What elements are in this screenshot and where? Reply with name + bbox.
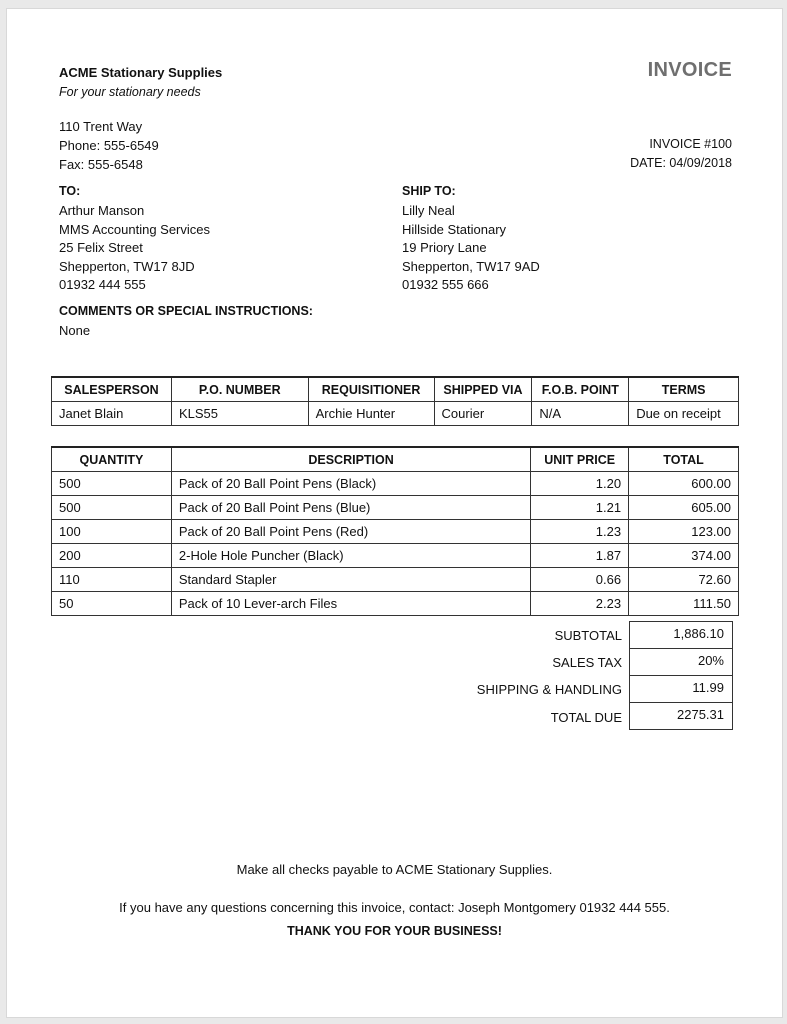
total-due-label: TOTAL DUE (550, 710, 622, 725)
item-total: 374.00 (629, 544, 739, 568)
salesperson-value: Janet Blain (52, 402, 172, 426)
to-line: Arthur Manson (59, 203, 145, 218)
item-description: Standard Stapler (171, 568, 530, 592)
item-unit-price: 1.20 (531, 472, 629, 496)
sales-tax-value: 20% (629, 648, 733, 676)
terms-value: Due on receipt (629, 402, 739, 426)
item-description: Pack of 20 Ball Point Pens (Black) (171, 472, 530, 496)
shipped-via-value: Courier (434, 402, 532, 426)
invoice-page (6, 8, 783, 1018)
footer-thanks: THANK YOU FOR YOUR BUSINESS! (287, 924, 502, 938)
header-terms: TERMS (629, 377, 739, 402)
item-unit-price: 1.87 (531, 544, 629, 568)
item-quantity: 100 (52, 520, 172, 544)
requisitioner-value: Archie Hunter (308, 402, 434, 426)
item-total: 111.50 (629, 592, 739, 616)
item-quantity: 50 (52, 592, 172, 616)
sales-tax-label: SALES TAX (552, 655, 622, 670)
ship-to-line: Shepperton, TW17 9AD (402, 259, 540, 274)
shipping-value: 11.99 (629, 675, 733, 703)
item-description: Pack of 20 Ball Point Pens (Red) (171, 520, 530, 544)
ship-to-line: Lilly Neal (402, 203, 455, 218)
item-quantity: 500 (52, 496, 172, 520)
header-requisitioner: REQUISITIONER (308, 377, 434, 402)
header-po-number: P.O. NUMBER (171, 377, 308, 402)
to-line: 01932 444 555 (59, 277, 146, 292)
shipping-label: SHIPPING & HANDLING (476, 682, 622, 697)
header-salesperson: SALESPERSON (52, 377, 172, 402)
item-description: Pack of 20 Ball Point Pens (Blue) (171, 496, 530, 520)
header-quantity: QUANTITY (52, 447, 172, 472)
ship-to-label: SHIP TO: (402, 184, 456, 198)
total-due-value: 2275.31 (629, 702, 733, 730)
footer-contact: If you have any questions concerning this invoice, contact: Joseph Montgomery 01932 444 555. (119, 900, 670, 915)
company-fax: Fax: 555-6548 (59, 157, 143, 172)
fob-point-value: N/A (532, 402, 629, 426)
company-address: 110 Trent Way (59, 119, 143, 134)
company-phone: Phone: 555-6549 (59, 138, 159, 153)
ship-to-line: 01932 555 666 (402, 277, 489, 292)
ship-to-line: 19 Priory Lane (402, 240, 487, 255)
comments-value: None (59, 323, 91, 338)
ship-to-line: Hillside Stationary (402, 222, 507, 237)
to-line: MMS Accounting Services (59, 222, 211, 237)
company-tagline: For your stationary needs (59, 85, 201, 99)
table-row (52, 592, 739, 616)
comments-label: COMMENTS OR SPECIAL INSTRUCTIONS: (59, 304, 313, 318)
invoice-title: INVOICE (647, 59, 732, 81)
subtotal-label: SUBTOTAL (554, 628, 622, 643)
header-shipped-via: SHIPPED VIA (434, 377, 532, 402)
item-total: 605.00 (629, 496, 739, 520)
line-items-header-row (52, 447, 739, 472)
table-row (52, 520, 739, 544)
item-quantity: 110 (52, 568, 172, 592)
order-info-value-row (52, 402, 739, 426)
order-info-header-row (52, 377, 739, 402)
to-line: Shepperton, TW17 8JD (59, 259, 195, 274)
table-row (52, 544, 739, 568)
company-name: ACME Stationary Supplies (59, 65, 223, 80)
item-unit-price: 1.21 (531, 496, 629, 520)
item-description: Pack of 10 Lever-arch Files (171, 592, 530, 616)
invoice-date: DATE: 04/09/2018 (630, 156, 732, 170)
table-row (52, 496, 739, 520)
footer-checks: Make all checks payable to ACME Stationary Supplies. (236, 862, 553, 877)
item-description: 2-Hole Hole Puncher (Black) (171, 544, 530, 568)
header-description: DESCRIPTION (171, 447, 530, 472)
item-unit-price: 0.66 (531, 568, 629, 592)
line-items-table (51, 446, 739, 616)
item-total: 123.00 (629, 520, 739, 544)
item-total: 72.60 (629, 568, 739, 592)
item-unit-price: 2.23 (531, 592, 629, 616)
table-row (52, 472, 739, 496)
table-row (52, 568, 739, 592)
order-info-table (51, 376, 739, 426)
item-quantity: 500 (52, 472, 172, 496)
invoice-number: INVOICE #100 (649, 137, 732, 151)
to-label: TO: (59, 184, 81, 198)
header-unit-price: UNIT PRICE (531, 447, 629, 472)
header-fob-point: F.O.B. POINT (532, 377, 629, 402)
header-total: TOTAL (629, 447, 739, 472)
to-line: 25 Felix Street (59, 240, 143, 255)
item-quantity: 200 (52, 544, 172, 568)
po-number-value: KLS55 (171, 402, 308, 426)
item-unit-price: 1.23 (531, 520, 629, 544)
subtotal-value: 1,886.10 (629, 621, 733, 649)
item-total: 600.00 (629, 472, 739, 496)
